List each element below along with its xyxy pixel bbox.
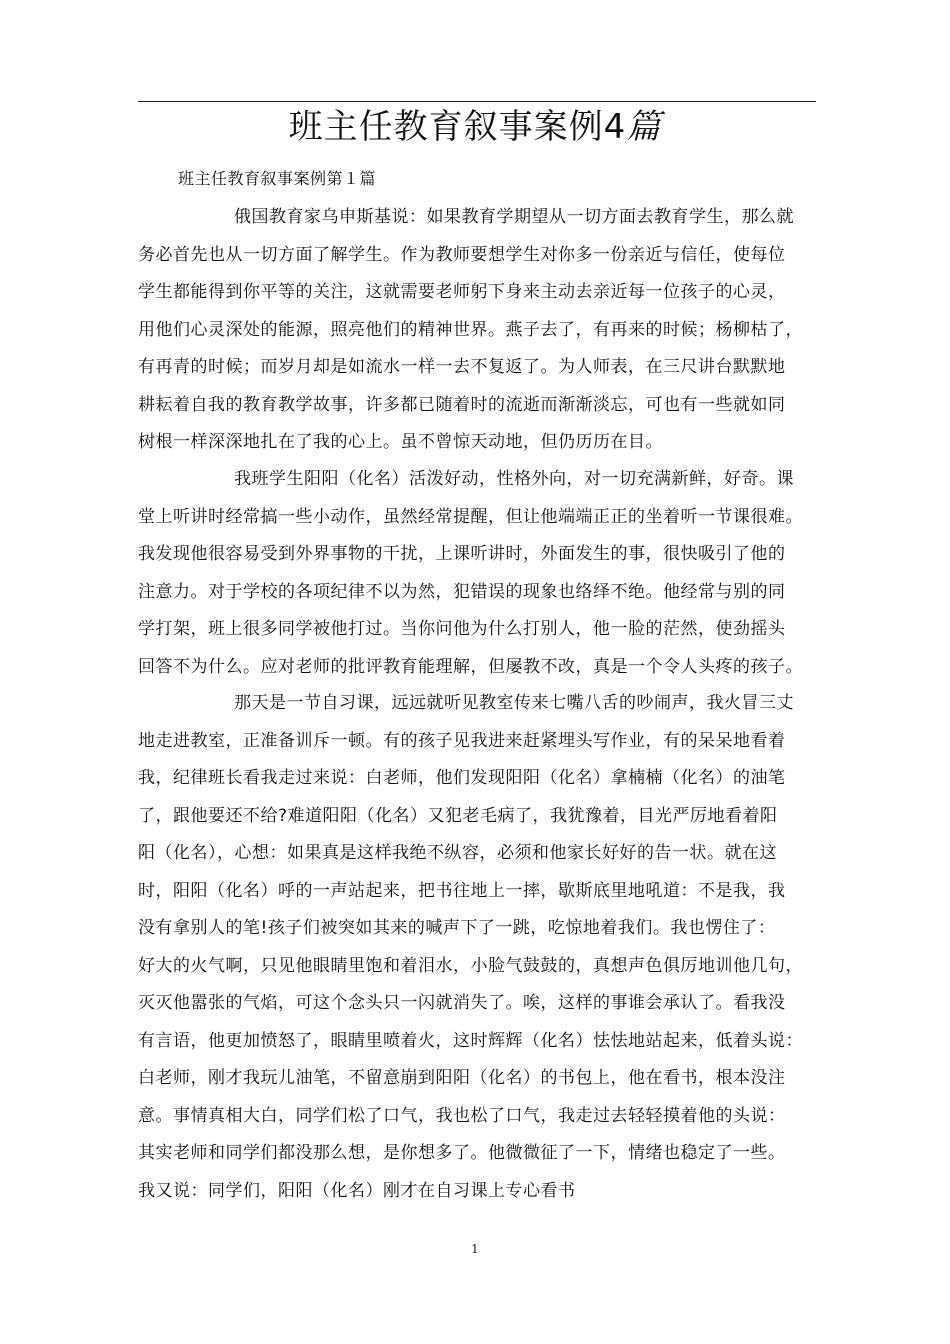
paragraph-1 — [138, 199, 828, 462]
paragraph-line: 我发现他很容易受到外界事物的干扰，上课听讲时，外面发生的事，很快吸引了他的 — [138, 544, 786, 564]
page-number: 1 — [471, 1242, 479, 1256]
paragraph-line: 学生都能得到你平等的关注，这就需要老师躬下身来主动去亲近每一位孩子的心灵， — [138, 282, 786, 302]
paragraph-line: 好大的火气啊，只见他眼睛里饱和着泪水，小脸气鼓鼓的，真想声色俱厉地训他几句， — [138, 955, 803, 976]
document-title-suffix: 篇 — [626, 107, 662, 147]
paragraph-line: 地走进教室，正准备训斥一顿。有的孩子见我进来赶紧埋头写作业，有的呆呆地看着 — [138, 730, 786, 751]
paragraph-2 — [138, 461, 828, 686]
paragraph-line: 灭灭他嚣张的气焰，可这个念头只一闪就消失了。唉，这样的事谁会承认了。看我没 — [138, 993, 786, 1013]
paragraph-line: 俄国教育家乌申斯基说：如果教育学期望从一切方面去教育学生，那么就 — [234, 207, 794, 227]
document-title-text: 班主任教育叙事案例4 — [288, 107, 627, 147]
paragraph-line: 我又说：同学们，阳阳（化名）刚才在自习课上专心看书 — [138, 1180, 576, 1201]
section-heading: 班主任教育叙事案例第１篇 — [178, 169, 377, 188]
paragraph-line: 白老师，刚才我玩儿油笔，不留意崩到阳阳（化名）的书包上，他在看书，根本没注 — [138, 1068, 786, 1088]
paragraph-line: 我班学生阳阳（化名）活泼好动，性格外向，对一切充满新鲜，好奇。课 — [234, 469, 794, 489]
paragraph-line: 耕耘着自我的教育教学故事，许多都已随着时的流逝而渐渐淡忘，可也有一些就如同 — [138, 394, 786, 415]
paragraph-line: 有言语，他更加愤怒了，眼睛里喷着火，这时辉辉（化名）怯怯地站起来，低着头说： — [138, 1030, 803, 1051]
paragraph-line: 务必首先也从一切方面了解学生。作为教师要想学生对你多一份亲近与信任，使每位 — [138, 244, 786, 265]
paragraph-line: 了，跟他要还不给?难道阳阳（化名）又犯老毛病了，我犹豫着，目光严厉地看着阳 — [138, 805, 778, 826]
paragraph-line: 用他们心灵深处的能源，照亮他们的精神世界。燕子去了，有再来的时候；杨柳枯了， — [138, 319, 803, 340]
paragraph-line: 注意力。对于学校的各项纪律不以为然，犯错误的现象也络绎不绝。他经常与别的同 — [138, 581, 786, 602]
paragraph-line: 回答不为什么。应对老师的批评教育能理解，但屡教不改，真是一个令人头疼的孩子。 — [138, 656, 803, 677]
header-rule — [138, 101, 816, 102]
paragraph-line: 那天是一节自习课，远远就听见教室传来七嘴八舌的吵闹声，我火冒三丈 — [234, 693, 794, 713]
paragraph-line: 其实老师和同学们都没那么想，是你想多了。他微微征了一下，情绪也稳定了一些。 — [138, 1143, 786, 1163]
paragraph-line: 树根一样深深地扎在了我的心上。虽不曾惊天动地，但仍历历在目。 — [138, 432, 663, 452]
paragraph-line: 堂上听讲时经常搞一些小动作，虽然经常提醒，但让他端端正正的坐着听一节课很难。 — [138, 506, 803, 527]
document-title — [0, 104, 950, 150]
paragraph-line: 有再青的时候；而岁月却是如流水一样一去不复返了。为人师表，在三尺讲台默默地 — [138, 357, 786, 377]
paragraph-line: 阳（化名），心想：如果真是这样我绝不纵容，必须和他家长好好的告一状。就在这 — [138, 843, 777, 863]
paragraph-line: 我，纪律班长看我走过来说：白老师，他们发现阳阳（化名）拿楠楠（化名）的油笔 — [138, 768, 786, 788]
paragraph-line: 意。事情真相大白，同学们松了口气，我也松了口气，我走过去轻轻摸着他的头说： — [138, 1105, 786, 1126]
paragraph-line: 学打架，班上很多同学被他打过。当你问他为什么打别人，他一脸的茫然，使劲摇头 — [138, 619, 786, 639]
paragraph-line: 没有拿别人的笔!孩子们被突如其来的喊声下了一跳，吃惊地着我们。我也愣住了： — [138, 918, 776, 938]
paragraph-3 — [138, 685, 828, 1210]
paragraph-line: 时，阳阳（化名）呼的一声站起来，把书往地上一摔，歇斯底里地吼道：不是我，我 — [138, 880, 786, 901]
